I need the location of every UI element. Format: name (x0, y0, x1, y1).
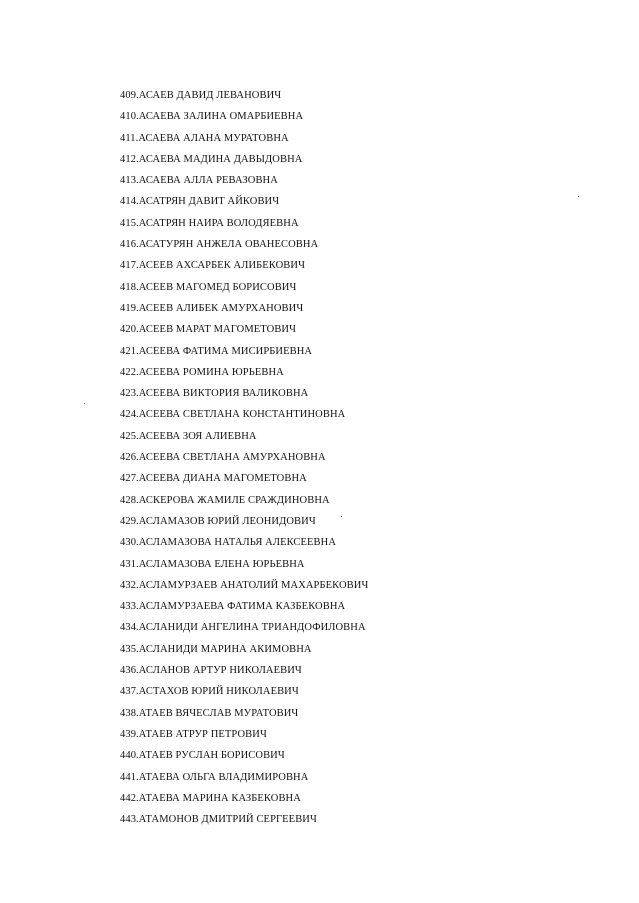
list-item: 442.АТАЕВА МАРИНА КАЗБЕКОВНА (120, 792, 301, 804)
list-item: 423.АСЕЕВА ВИКТОРИЯ ВАЛИКОВНА (120, 388, 309, 400)
list-item: 430.АСЛАМАЗОВА НАТАЛЬЯ АЛЕКСЕЕВНА (120, 537, 337, 549)
list-item: 443.АТАМОНОВ ДМИТРИЙ СЕРГЕЕВИЧ (120, 814, 317, 826)
name-list (120, 85, 368, 830)
list-item: 420.АСЕЕВ МАРАТ МАГОМЕТОВИЧ (120, 324, 297, 336)
list-item: 433.АСЛАМУРЗАЕВА ФАТИМА КАЗБЕКОВНА (120, 601, 346, 613)
list-item: 426.АСЕЕВА СВЕТЛАНА АМУРХАНОВНА (120, 452, 326, 464)
list-item: 434.АСЛАНИДИ АНГЕЛИНА ТРИАНДОФИЛОВНА (120, 622, 366, 634)
list-item: 441.АТАЕВА ОЛЬГА ВЛАДИМИРОВНА (120, 771, 309, 783)
list-item: 439.АТАЕВ АТРУР ПЕТРОВИЧ (120, 728, 267, 740)
list-item: 421.АСЕЕВА ФАТИМА МИСИРБИЕВНА (120, 345, 313, 357)
list-item: 411.АСАЕВА АЛАНА МУРАТОВНА (120, 132, 289, 144)
list-item: 417.АСЕЕВ АХСАРБЕК АЛИБЕКОВИЧ (120, 260, 305, 272)
list-item: 432.АСЛАМУРЗАЕВ АНАТОЛИЙ МАХАРБЕКОВИЧ (120, 579, 369, 591)
list-item: 422.АСЕЕВА РОМИНА ЮРЬЕВНА (120, 366, 284, 378)
list-item: 419.АСЕЕВ АЛИБЕК АМУРХАНОВИЧ (120, 302, 304, 314)
list-item: 414.АСАТРЯН ДАВИТ АЙКОВИЧ (120, 196, 280, 208)
list-item: 416.АСАТУРЯН АНЖЕЛА ОВАНЕСОВНА (120, 239, 319, 251)
list-item: 440.АТАЕВ РУСЛАН БОРИСОВИЧ (120, 750, 285, 762)
list-item: 438.АТАЕВ ВЯЧЕСЛАВ МУРАТОВИЧ (120, 707, 299, 719)
list-item: 437.АСТАХОВ ЮРИЙ НИКОЛАЕВИЧ (120, 686, 299, 698)
list-item: 429.АСЛАМАЗОВ ЮРИЙ ЛЕОНИДОВИЧ (120, 515, 316, 527)
list-item: 425.АСЕЕВА ЗОЯ АЛИЕВНА (120, 430, 257, 442)
list-item: 427.АСЕЕВА ДИАНА МАГОМЕТОВНА (120, 473, 307, 485)
list-item: 431.АСЛАМАЗОВА ЕЛЕНА ЮРЬЕВНА (120, 558, 305, 570)
list-item: 424.АСЕЕВА СВЕТЛАНА КОНСТАНТИНОВНА (120, 409, 346, 421)
scan-speck (578, 196, 579, 197)
list-item: 418.АСЕЕВ МАГОМЕД БОРИСОВИЧ (120, 281, 297, 293)
list-item: 415.АСАТРЯН НАИРА ВОЛОДЯЕВНА (120, 217, 299, 229)
list-item: 412.АСАЕВА МАДИНА ДАВЫДОВНА (120, 153, 303, 165)
list-item: 410.АСАЕВА ЗАЛИНА ОМАРБИЕВНА (120, 111, 304, 123)
list-item: 436.АСЛАНОВ АРТУР НИКОЛАЕВИЧ (120, 665, 302, 677)
list-item: 428.АСКЕРОВА ЖАМИЛЕ СРАЖДИНОВНА (120, 494, 330, 506)
list-item: 413.АСАЕВА АЛЛА РЕВАЗОВНА (120, 175, 278, 187)
scan-speck (341, 516, 342, 517)
list-item: 409.АСАЕВ ДАВИД ЛЕВАНОВИЧ (120, 90, 282, 101)
scan-speck (84, 403, 85, 404)
list-item: 435.АСЛАНИДИ МАРИНА АКИМОВНА (120, 643, 312, 655)
